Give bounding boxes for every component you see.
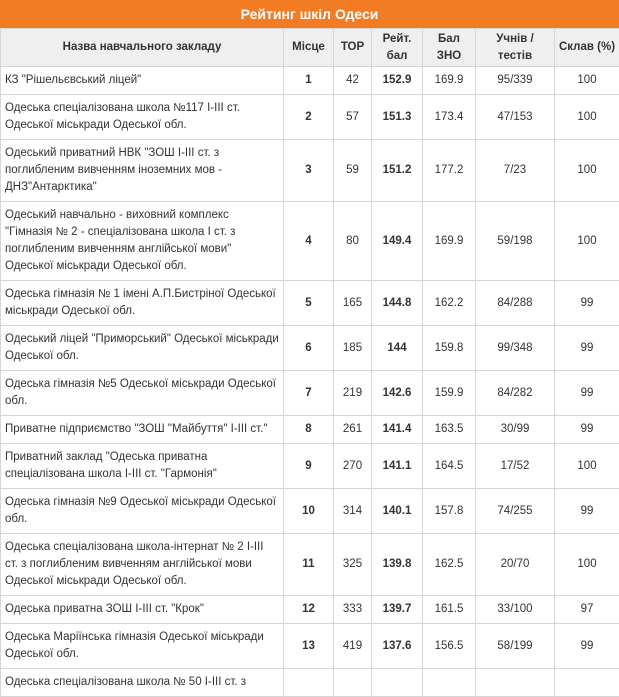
place-cell: 10 [284,489,334,534]
school-name: Одеська гімназія №5 Одеської міськради Одеської обл. [1,371,284,416]
table-row [1,326,619,371]
header-zno: Бал ЗНО [423,29,476,67]
place-cell: 7 [284,371,334,416]
zno-cell: 161.5 [423,596,476,624]
place-cell: 8 [284,416,334,444]
pass-cell: 100 [555,202,619,281]
students-cell: 7/23 [476,140,555,202]
pass-cell: 100 [555,95,619,140]
students-cell: 30/99 [476,416,555,444]
zno-cell: 162.5 [423,534,476,596]
pass-cell: 99 [555,489,619,534]
pass-cell: 99 [555,416,619,444]
students-cell: 33/100 [476,596,555,624]
rating-cell: 140.1 [372,489,423,534]
place-cell: 3 [284,140,334,202]
school-name: Одеська гімназія № 1 імені А.П.Бистріної Одеської міськради Одеської обл. [1,281,284,326]
pass-cell: 99 [555,281,619,326]
zno-cell: 162.2 [423,281,476,326]
rating-cell: 139.7 [372,596,423,624]
students-cell: 84/288 [476,281,555,326]
top-cell: 219 [334,371,372,416]
pass-cell: 99 [555,624,619,669]
table-row [1,281,619,326]
school-name: Приватне підприємство "ЗОШ "Майбуття" І-ІІІ ст." [1,416,284,444]
zno-cell: 169.9 [423,67,476,95]
table-row [1,202,619,281]
table-row [1,371,619,416]
place-cell: 4 [284,202,334,281]
header-top: ТОР [334,29,372,67]
school-name: Одеська спеціалізована школа-інтернат № 2 І-ІІІ ст. з поглибленим вивченням англійської мови Одеської міськради Одеської обл. [1,534,284,596]
header-pass: Склав (%) [555,29,619,67]
school-name: Одеський ліцей "Приморський" Одеської міськради Одеської обл. [1,326,284,371]
pass-cell: 97 [555,596,619,624]
table-row [1,534,619,596]
pass-cell [555,669,619,697]
header-place: Місце [284,29,334,67]
pass-cell: 100 [555,67,619,95]
table-row [1,669,619,697]
rating-cell: 151.3 [372,95,423,140]
school-name: Одеська приватна ЗОШ І-ІІІ ст. "Крок" [1,596,284,624]
zno-cell: 157.8 [423,489,476,534]
rating-cell: 141.1 [372,444,423,489]
school-name: КЗ "Рішельєвський ліцей" [1,67,284,95]
pass-cell: 99 [555,371,619,416]
pass-cell: 99 [555,326,619,371]
table-row [1,416,619,444]
table-row [1,624,619,669]
students-cell: 74/255 [476,489,555,534]
rating-cell: 151.2 [372,140,423,202]
place-cell: 2 [284,95,334,140]
rating-cell: 142.6 [372,371,423,416]
school-name: Одеський приватний НВК "ЗОШ І-ІІІ ст. з поглибленим вивченням іноземних мов - ДНЗ"Антарктика" [1,140,284,202]
top-cell: 325 [334,534,372,596]
students-cell: 99/348 [476,326,555,371]
table-row [1,140,619,202]
table-row [1,596,619,624]
pass-cell: 100 [555,140,619,202]
top-cell: 57 [334,95,372,140]
header-row [1,29,619,67]
students-cell: 95/339 [476,67,555,95]
school-name: Одеська спеціалізована школа № 50 І-ІІІ ст. з [1,669,284,697]
place-cell: 5 [284,281,334,326]
top-cell: 80 [334,202,372,281]
students-cell: 47/153 [476,95,555,140]
zno-cell: 159.9 [423,371,476,416]
top-cell [334,669,372,697]
place-cell: 12 [284,596,334,624]
school-name: Одеська гімназія №9 Одеської міськради Одеської обл. [1,489,284,534]
header-students: Учнів / тестів [476,29,555,67]
place-cell: 9 [284,444,334,489]
table-row [1,444,619,489]
zno-cell: 156.5 [423,624,476,669]
table-row [1,489,619,534]
rating-cell: 144 [372,326,423,371]
rating-cell: 141.4 [372,416,423,444]
zno-cell: 177.2 [423,140,476,202]
students-cell: 20/70 [476,534,555,596]
top-cell: 419 [334,624,372,669]
top-cell: 42 [334,67,372,95]
place-cell: 13 [284,624,334,669]
top-cell: 270 [334,444,372,489]
top-cell: 165 [334,281,372,326]
zno-cell: 164.5 [423,444,476,489]
rating-cell: 137.6 [372,624,423,669]
top-cell: 333 [334,596,372,624]
zno-cell: 173.4 [423,95,476,140]
zno-cell [423,669,476,697]
rating-cell: 149.4 [372,202,423,281]
zno-cell: 169.9 [423,202,476,281]
table-row [1,95,619,140]
zno-cell: 159.8 [423,326,476,371]
students-cell [476,669,555,697]
rating-cell: 144.8 [372,281,423,326]
students-cell: 59/198 [476,202,555,281]
school-name: Одеська Маріїнська гімназія Одеської міськради Одеської обл. [1,624,284,669]
school-name: Приватний заклад "Одеська приватна спеціалізована школа І-ІІІ ст. "Гармонія" [1,444,284,489]
ranking-table [0,28,619,697]
rating-cell [372,669,423,697]
place-cell: 1 [284,67,334,95]
pass-cell: 100 [555,534,619,596]
students-cell: 58/199 [476,624,555,669]
zno-cell: 163.5 [423,416,476,444]
school-name: Одеський навчально - виховний комплекс "Гімназія № 2 - спеціалізована школа І ст. з поглибленим вивченням англійської мови" Одеської міськради Одеської обл. [1,202,284,281]
place-cell: 6 [284,326,334,371]
place-cell [284,669,334,697]
header-rating: Рейт. бал [372,29,423,67]
top-cell: 261 [334,416,372,444]
students-cell: 17/52 [476,444,555,489]
pass-cell: 100 [555,444,619,489]
header-name: Назва навчального закладу [1,29,284,67]
school-name: Одеська спеціалізована школа №117 І-ІІІ ст. Одеської міськради Одеської обл. [1,95,284,140]
table-row [1,67,619,95]
rating-cell: 152.9 [372,67,423,95]
top-cell: 59 [334,140,372,202]
top-cell: 314 [334,489,372,534]
rating-cell: 139.8 [372,534,423,596]
top-cell: 185 [334,326,372,371]
table-title: Рейтинг шкіл Одеси [0,0,619,28]
place-cell: 11 [284,534,334,596]
students-cell: 84/282 [476,371,555,416]
